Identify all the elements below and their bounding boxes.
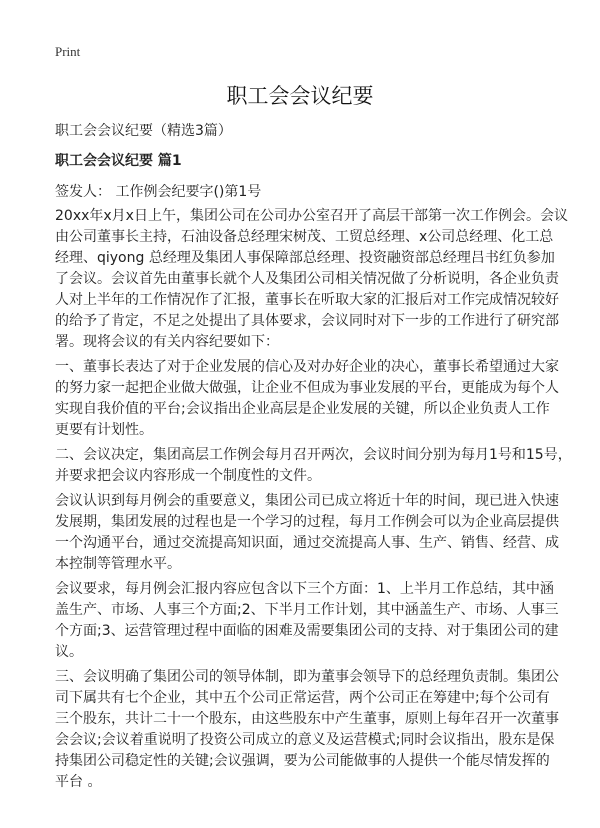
- paragraph-line: 的努力家一起把企业做大做强，让企业不但成为事业发展的平台，更能成为每个人: [55, 380, 559, 396]
- paragraph-line: 了会议。会议首先由董事长就个人及集团公司相关情况做了分析说明，各企业负责: [55, 271, 559, 287]
- paragraph-line: 盖生产、市场、人事三个方面;2、下半月工作计划，其中涵盖生产、市场、人事三: [55, 602, 559, 618]
- paragraph-line: 并要求把会议内容形成一个制度性的文件。: [55, 468, 321, 484]
- paragraph-line: 发展期，集团发展的过程也是一个学习的过程，每月工作例会可以为企业高层提供: [55, 514, 559, 530]
- paragraph-line: 会会议;会议着重说明了投资公司成立的意义及运营模式;同时会议指出，股东是保: [55, 732, 555, 748]
- section-heading: 职工会会议纪要 篇1: [55, 153, 182, 169]
- print-link[interactable]: Print: [55, 44, 81, 59]
- paragraph-line: 一、董事长表达了对于企业发展的信心及对办好企业的决心，董事长希望通过大家: [55, 359, 559, 375]
- paragraph: [55, 667, 559, 793]
- paragraph: [55, 579, 559, 663]
- paragraph: [55, 491, 559, 575]
- paragraph-line: 经理、qiyong 总经理及集团人事保障部总经理、投资融资部总经理吕书红负参加: [55, 250, 555, 266]
- paragraph-line: 议。: [55, 644, 83, 660]
- paragraph-line: 会议认识到每月例会的重要意义，集团公司已成立将近十年的时间，现已进入快速: [55, 493, 559, 509]
- paragraph-line: 三、会议明确了集团公司的领导体制，即为董事会领导下的总经理负责制。集团公: [55, 669, 559, 685]
- paragraph-line: 二、会议决定，集团高层工作例会每月召开两次，会议时间分别为每月1号和15号，: [55, 447, 572, 463]
- paragraph-line: 的给予了肯定，不足之处提出了具体要求，会议同时对下一步的工作进行了研究部: [55, 313, 559, 329]
- document-body: [55, 206, 572, 797]
- paragraph-line: 实现自我价值的平台;会议指出企业高层是企业发展的关键，所以企业负责人工作: [55, 401, 550, 417]
- page-title: 职工会会议纪要: [226, 84, 374, 108]
- paragraph-line: 平台 。: [55, 774, 102, 790]
- paragraph-line: 持集团公司稳定性的关键;会议强调，要为公司能做事的人提供一个能尽情发挥的: [55, 753, 550, 769]
- paragraph-line: 人对上半年的工作情况作了汇报，董事长在听取大家的汇报后对工作完成情况较好: [55, 292, 559, 308]
- paragraph: [55, 445, 572, 487]
- signer-line: 签发人： 工作例会纪要字()第1号: [55, 184, 262, 200]
- paragraph-line: 司下属共有七个企业，其中五个公司正常运营，两个公司正在筹建中;每个公司有: [55, 690, 550, 706]
- paragraph-line: 署。现将会议的有关内容纪要如下：: [55, 334, 279, 350]
- paragraph: [55, 206, 568, 353]
- paragraph-line: 由公司董事长主持，石油设备总经理宋树茂、工贸总经理、x公司总经理、化工总: [55, 229, 554, 245]
- paragraph-line: 20xx年x月x日上午，集团公司在公司办公室召开了高层干部第一次工作例会。会议: [55, 208, 568, 224]
- paragraph-line: 本控制等管理水平。: [55, 556, 181, 572]
- paragraph-line: 个方面;3、运营管理过程中面临的困难及需要集团公司的支持、对于集团公司的建: [55, 623, 559, 639]
- paragraph-line: 会议要求，每月例会汇报内容应包含以下三个方面：1、上半月工作总结，其中涵: [55, 581, 554, 597]
- paragraph-line: 更要有计划性。: [55, 422, 153, 438]
- paragraph-line: 三个股东，共计二十一个股东，由这些股东中产生董事，原则上每年召开一次董事: [55, 711, 559, 727]
- paragraph: [55, 357, 559, 441]
- paragraph-line: 一个沟通平台，通过交流提高知识面，通过交流提高人事、生产、销售、经营、成: [55, 535, 559, 551]
- document-subtitle: 职工会会议纪要（精选3篇）: [55, 123, 232, 139]
